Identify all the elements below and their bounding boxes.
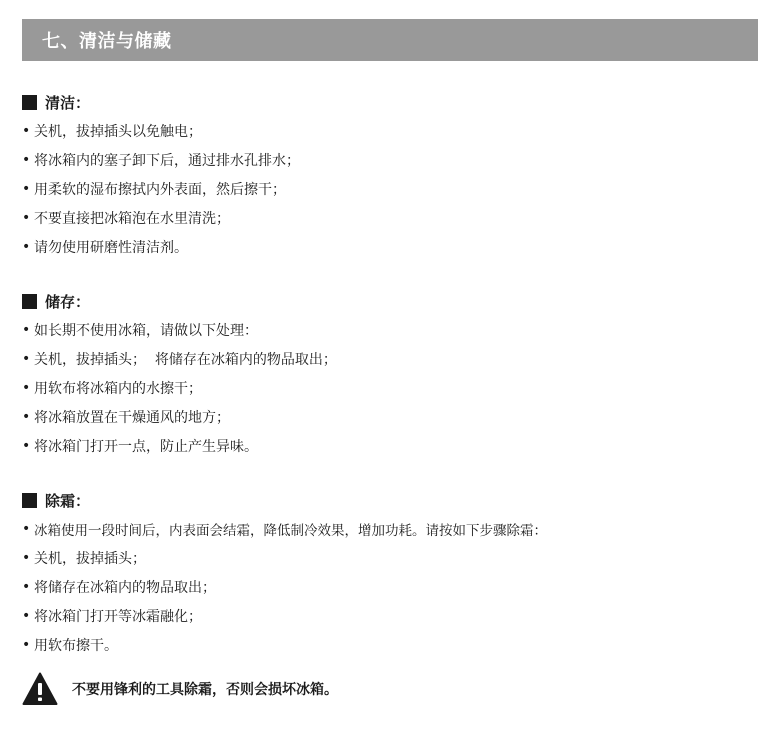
section-heading [22,290,752,312]
list-item [22,514,752,543]
bullet: • [22,151,31,168]
list-item-text: 将冰箱门打开一点，防止产生异味。 [34,438,258,455]
bullet: • [22,607,31,624]
section-defrost [22,489,752,659]
list-item [22,315,752,344]
list-item [22,572,752,601]
bullet: • [22,350,31,367]
square-bullet-icon [22,294,37,309]
page-title: 七、清洁与储藏 [42,31,172,52]
warning-notice [22,672,338,706]
bullet: • [22,578,31,595]
list-item [22,344,752,373]
bullet: • [22,321,31,338]
warning-text: 不要用锋利的工具除霜，否则会损坏冰箱。 [72,682,338,698]
bullet: • [22,636,31,653]
list-item-text: 关机，拔掉插头； [34,550,146,567]
section-cleaning [22,91,752,261]
list-item-text: 将储存在冰箱内的物品取出； [34,579,216,596]
list-item-text: 冰箱使用一段时间后，内表面会结霜，降低制冷效果，增加功耗。请按如下步骤除霜： [34,522,547,539]
list-item-text: 关机，拔掉插头； 将储存在冰箱内的物品取出； [34,351,337,368]
header-bar [22,19,758,61]
warning-triangle-icon [22,672,58,706]
bullet: • [22,379,31,396]
list-item-text: 将冰箱门打开等冰霜融化； [34,608,202,625]
list-item [22,601,752,630]
list-item [22,373,752,402]
bullet: • [22,520,31,537]
list-item [22,203,752,232]
list-item [22,145,752,174]
list-item [22,174,752,203]
list-item-text: 用柔软的湿布擦拭内外表面，然后擦干； [34,181,286,198]
list-item-text: 关机，拔掉插头以免触电； [34,123,202,140]
list-item-text: 请勿使用研磨性清洁剂。 [34,239,188,256]
bullet: • [22,408,31,425]
section-storage [22,290,752,460]
section-heading [22,489,752,511]
square-bullet-icon [22,493,37,508]
bullet: • [22,209,31,226]
list-item [22,431,752,460]
list-item [22,543,752,572]
section-title: 储存： [45,292,91,311]
section-title: 清洁： [45,93,91,112]
section-title: 除霜： [45,491,91,510]
list-item-text: 用软布擦干。 [34,637,118,654]
square-bullet-icon [22,95,37,110]
bullet: • [22,238,31,255]
bullet: • [22,180,31,197]
list-item [22,232,752,261]
section-heading [22,91,752,113]
bullet: • [22,549,31,566]
list-item [22,630,752,659]
list-item-text: 不要直接把冰箱泡在水里清洗； [34,210,230,227]
list-item-text: 如长期不使用冰箱，请做以下处理： [34,322,258,339]
list-item [22,402,752,431]
list-item-text: 用软布将冰箱内的水擦干； [34,380,202,397]
list-item [22,116,752,145]
bullet: • [22,437,31,454]
list-item-text: 将冰箱放置在干燥通风的地方； [34,409,230,426]
bullet: • [22,122,31,139]
list-item-text: 将冰箱内的塞子卸下后，通过排水孔排水； [34,152,300,169]
